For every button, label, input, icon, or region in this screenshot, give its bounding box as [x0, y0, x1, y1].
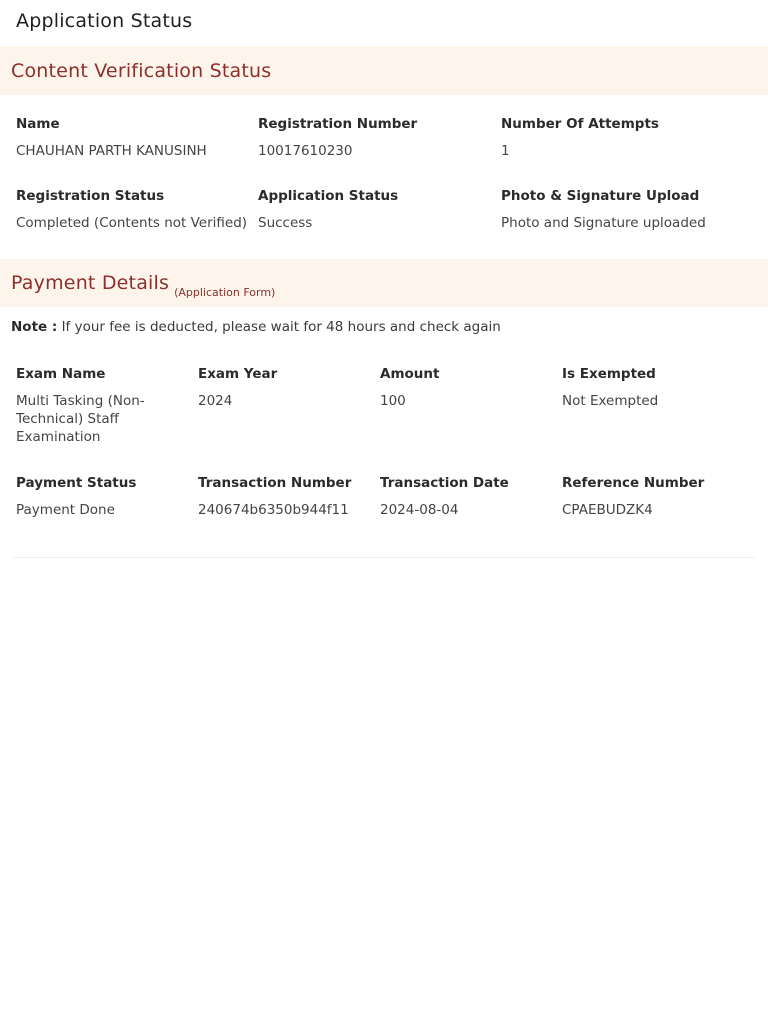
payment-status-field: [16, 474, 198, 519]
transaction-date-field: [380, 474, 562, 519]
field-value: 1: [501, 143, 510, 159]
exam-year-field: [198, 365, 380, 446]
field-label: Name: [16, 116, 60, 132]
field-value: Not Exempted: [562, 393, 659, 409]
transaction-number-field: [198, 474, 380, 519]
field-label: Transaction Date: [380, 475, 509, 491]
field-label: Is Exempted: [562, 366, 656, 382]
field-value: 10017610230: [258, 143, 353, 159]
field-value: Completed (Contents not Verified): [16, 215, 248, 231]
field-label: Application Status: [258, 188, 399, 204]
application-status-field: [258, 187, 501, 232]
reference-number-field: [562, 474, 736, 519]
photo-signature-upload-field: [501, 187, 752, 232]
field-label: Payment Status: [16, 475, 137, 491]
registration-number-field: [258, 115, 501, 160]
content-verification-row-1: [0, 95, 768, 160]
note-text: If your fee is deducted, please wait for 48 hours and check again: [57, 319, 501, 335]
payment-note: [0, 307, 768, 357]
field-value: 100: [380, 393, 406, 409]
field-label: Registration Status: [16, 188, 165, 204]
field-label: Exam Year: [198, 366, 278, 382]
exam-name-field: [16, 365, 198, 446]
name-field: [16, 115, 258, 160]
field-value: Photo and Signature uploaded: [501, 215, 706, 231]
payment-details-header: [0, 259, 768, 307]
field-value: 2024-08-04: [380, 502, 459, 518]
page-header: [0, 0, 768, 46]
page-title: Application Status: [16, 10, 193, 32]
content-verification-header: [0, 46, 768, 95]
field-value: 240674b6350b944f11: [198, 502, 349, 518]
field-value: CHAUHAN PARTH KANUSINH: [16, 143, 207, 159]
field-value: Multi Tasking (Non-Technical) Staff Examination: [16, 393, 145, 445]
field-label: Transaction Number: [198, 475, 352, 491]
payment-details-subtitle: (Application Form): [174, 285, 276, 299]
number-of-attempts-field: [501, 115, 752, 160]
field-value: 2024: [198, 393, 233, 409]
field-label: Photo & Signature Upload: [501, 188, 700, 204]
payment-details-row-1: [0, 357, 768, 446]
field-label: Reference Number: [562, 475, 705, 491]
payment-details-row-2: [0, 446, 768, 557]
amount-field: [380, 365, 562, 446]
field-value: CPAEBUDZK4: [562, 502, 653, 518]
field-value: Success: [258, 215, 313, 231]
field-label: Registration Number: [258, 116, 418, 132]
field-label: Number Of Attempts: [501, 116, 659, 132]
content-verification-row-2: [0, 160, 768, 259]
content-verification-title: Content Verification Status: [11, 59, 272, 82]
is-exempted-field: [562, 365, 736, 446]
field-label: Exam Name: [16, 366, 106, 382]
payment-details-title: Payment Details: [11, 272, 170, 294]
field-label: Amount: [380, 366, 440, 382]
divider: [13, 557, 755, 558]
note-prefix: Note :: [11, 319, 58, 335]
field-value: Payment Done: [16, 502, 115, 518]
registration-status-field: [16, 187, 258, 232]
